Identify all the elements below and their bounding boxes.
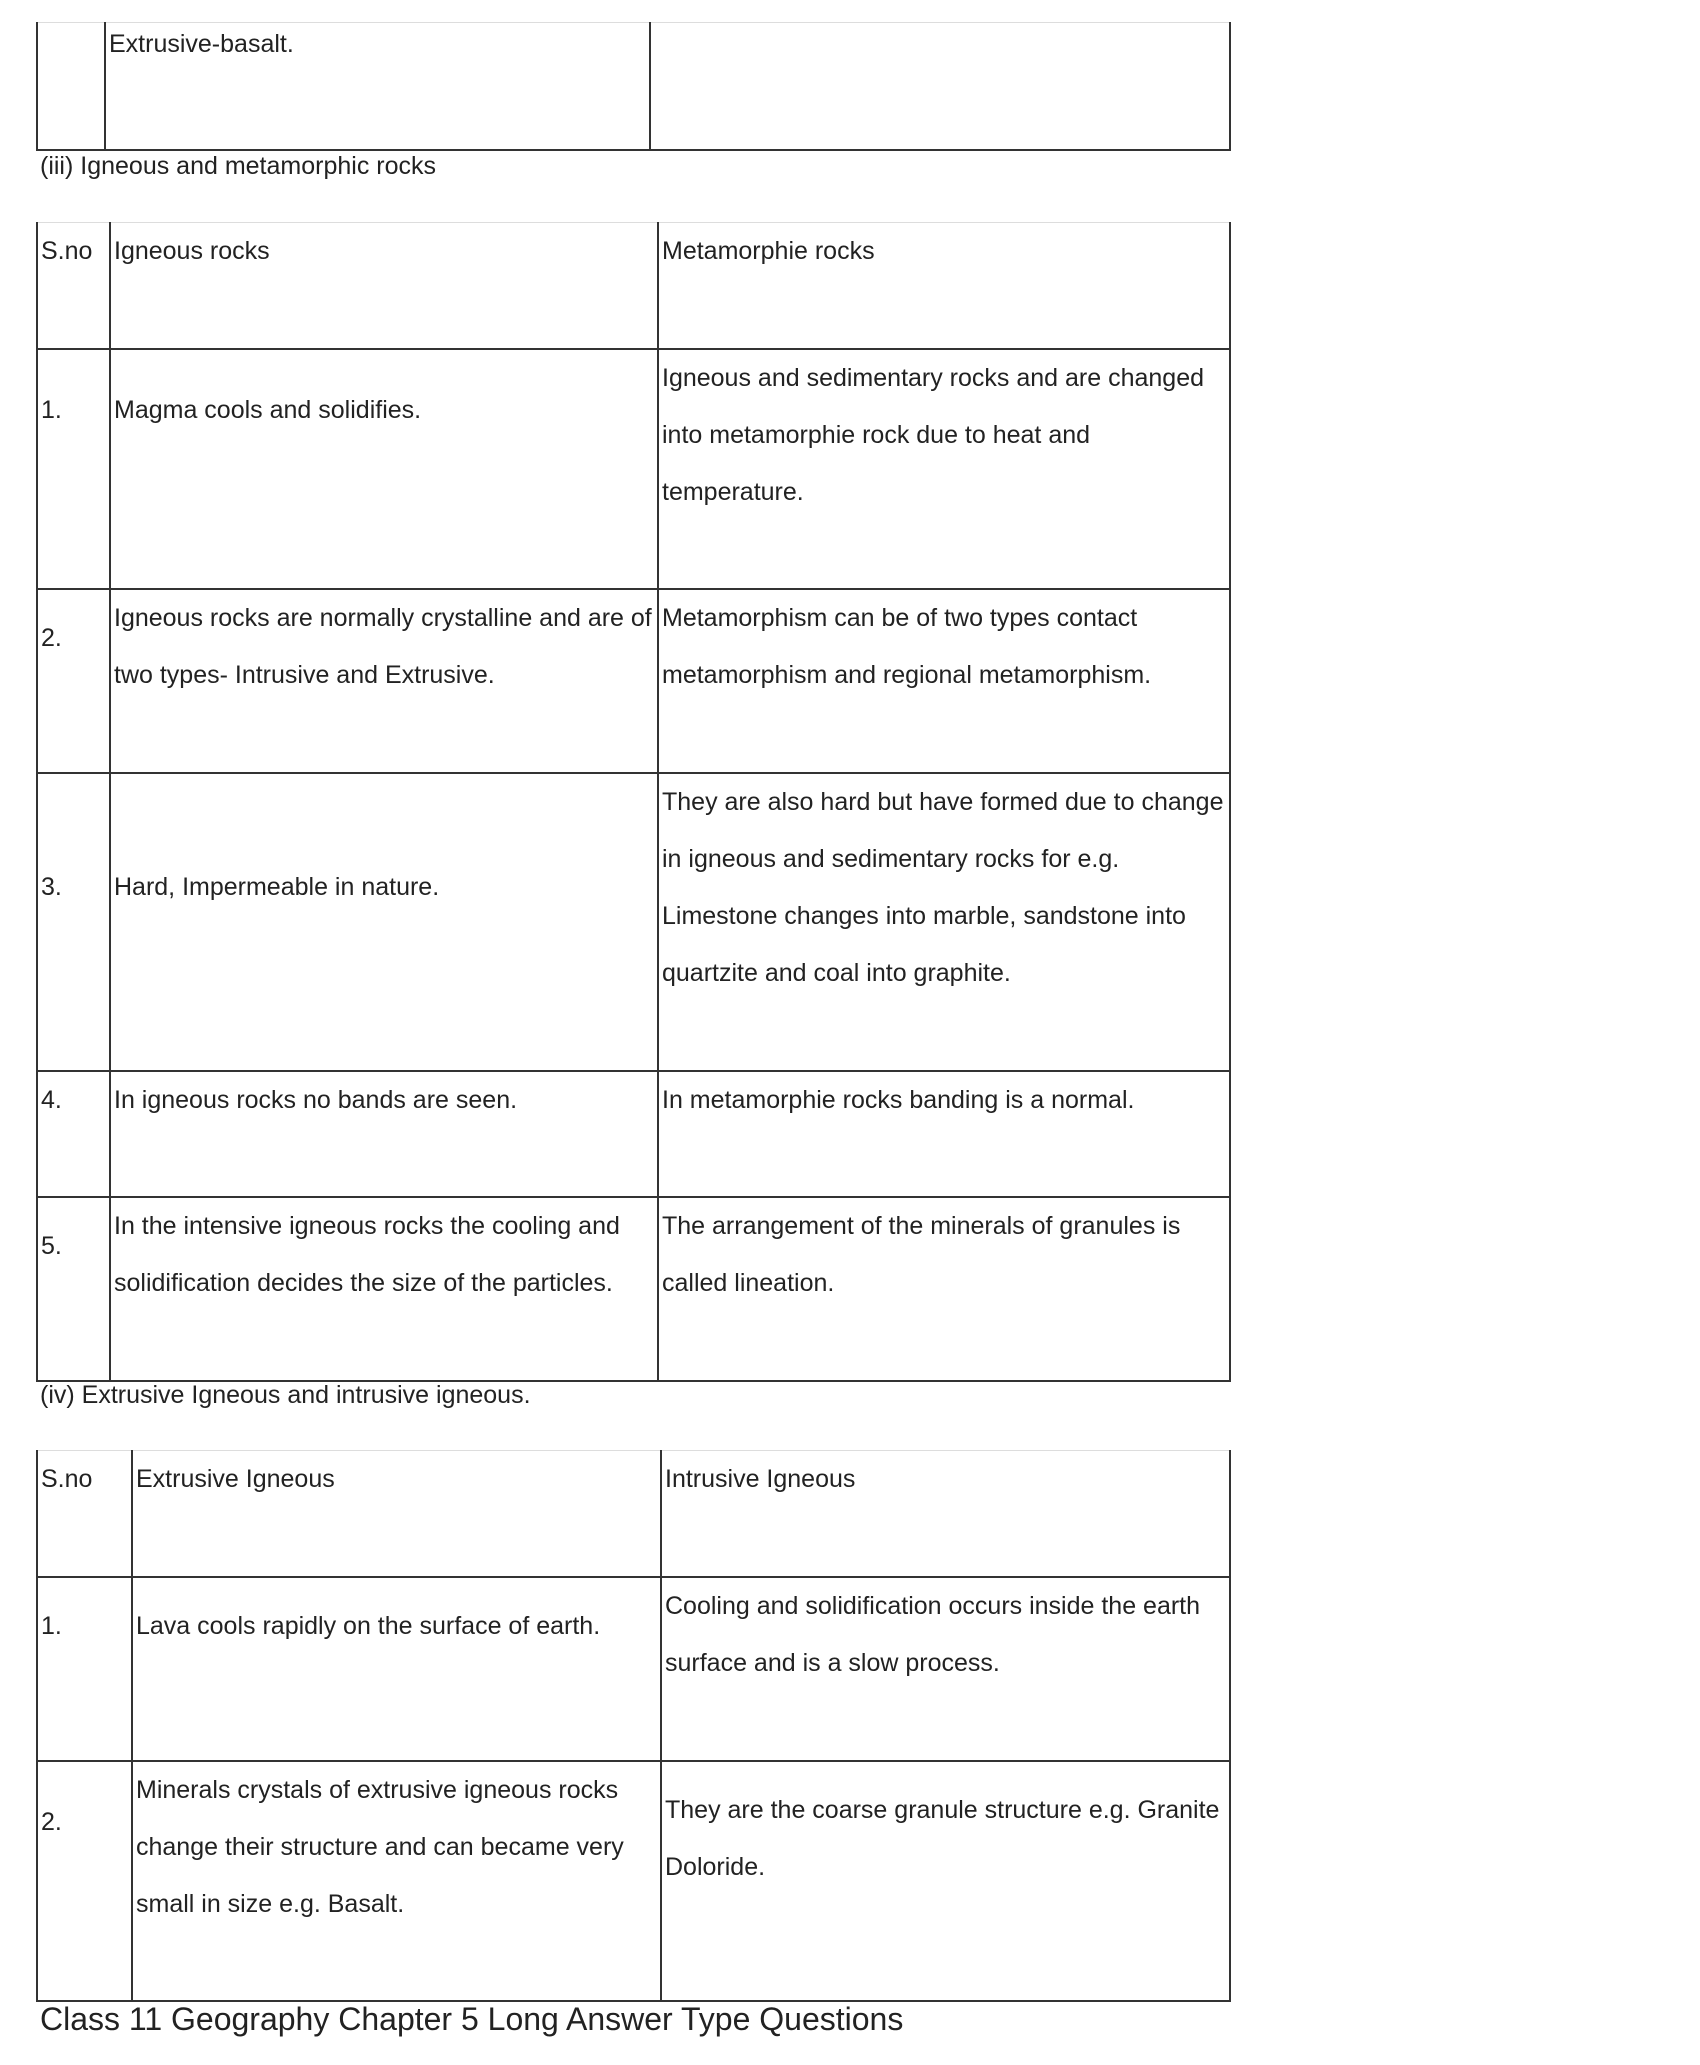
table-row [37,1577,1230,1761]
table-cell-right: Igneous and sedimentary rocks and are changed into metamorphie rock due to heat and temperature. [658,349,1230,589]
table-cell-right: The arrangement of the minerals of granules is called lineation. [658,1197,1230,1381]
table-cell-right: They are also hard but have formed due to change in igneous and sedimentary rocks for e.g. Limestone changes into marble, sandstone into quartzite and coal into graphite. [658,773,1230,1071]
header-cell-left: Extrusive Igneous [132,1451,661,1577]
table-cell-left: Minerals crystals of extrusive igneous rocks change their structure and can became very small in size e.g. Basalt. [132,1761,661,2001]
table-cell-right: Cooling and solidification occurs inside the earth surface and is a slow process. [661,1577,1230,1761]
table-header-row [37,223,1230,349]
table-cell-left: In igneous rocks no bands are seen. [110,1071,658,1197]
table-cell-num: 1. [37,349,110,589]
table-cell-num: 3. [37,773,110,1071]
table-row [37,349,1230,589]
table-cell-num: 1. [37,1577,132,1761]
header-cell-left: Igneous rocks [110,223,658,349]
table-cell-num: 2. [37,589,110,773]
table-cell-left: Hard, Impermeable in nature. [110,773,658,1071]
table-cell-num: 2. [37,1761,132,2001]
table-cell-right: They are the coarse granule structure e.g. Granite Doloride. [661,1761,1230,2001]
header-cell-num: S.no [37,1451,132,1577]
table-cell-num [37,23,105,151]
table-cell-left: Extrusive-basalt. [105,23,650,151]
table-cell-left: Igneous rocks are normally crystalline and are of two types- Intrusive and Extrusive. [110,589,658,773]
table-cell-left: Magma cools and solidifies. [110,349,658,589]
table-cell-left: Lava cools rapidly on the surface of earth. [132,1577,661,1761]
table-extrusive-intrusive [36,1450,1231,2002]
table-cell-right: In metamorphie rocks banding is a normal. [658,1071,1230,1197]
table-continued [36,22,1231,151]
page-title: Class 11 Geography Chapter 5 Long Answer Type Questions [40,2001,904,2037]
table-cell-left: In the intensive igneous rocks the cooling and solidification decides the size of the particles. [110,1197,658,1381]
section-heading-iv: (iv) Extrusive Igneous and intrusive igneous. [40,1381,531,1409]
table-row [37,773,1230,1071]
table-row [37,1761,1230,2001]
table-row [37,1071,1230,1197]
header-cell-right: Metamorphie rocks [658,223,1230,349]
header-cell-right: Intrusive Igneous [661,1451,1230,1577]
table-row [37,23,1230,151]
table-cell-right: Metamorphism can be of two types contact metamorphism and regional metamorphism. [658,589,1230,773]
section-heading-iii: (iii) Igneous and metamorphic rocks [40,152,436,180]
table-row [37,1197,1230,1381]
table-header-row [37,1451,1230,1577]
table-cell-num: 4. [37,1071,110,1197]
table-row [37,589,1230,773]
table-igneous-metamorphic [36,222,1231,1382]
table-cell-right [650,23,1230,151]
table-cell-num: 5. [37,1197,110,1381]
header-cell-num: S.no [37,223,110,349]
